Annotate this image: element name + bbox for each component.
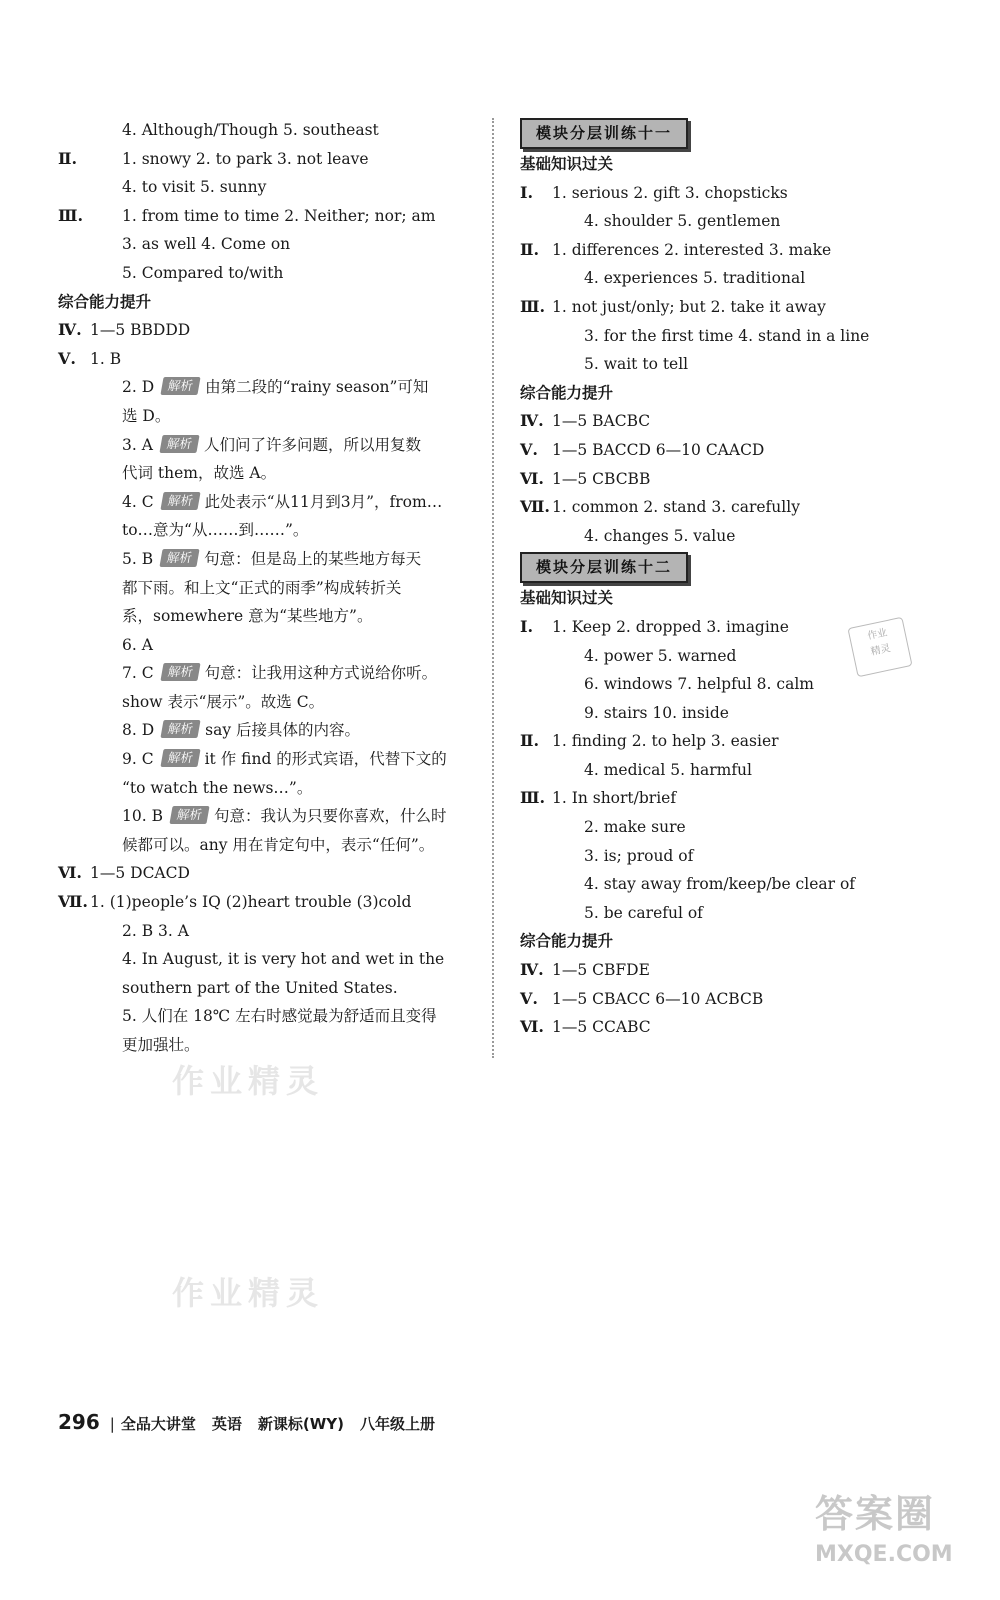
page-footer (58, 1408, 435, 1436)
answer-line (58, 716, 478, 745)
answer-line (520, 985, 950, 1014)
answer-text: 3. A 解析 人们问了许多问题，所以用复数 (122, 435, 421, 454)
answer-text: 2. make sure (584, 818, 686, 837)
analysis-tag: 解析 (159, 435, 199, 453)
answer-line (520, 842, 950, 871)
answer-line (520, 813, 950, 842)
answer-text: 更加强壮。 (122, 1036, 200, 1054)
answer-text: 5. 人们在 18℃ 左右时感觉最为舒适而且变得 (122, 1007, 437, 1026)
analysis-tag: 解析 (160, 749, 200, 767)
section-banner-12 (520, 550, 950, 584)
answer-text: 8. D 解析 say 后接具体的内容。 (122, 721, 361, 740)
footer-brand: 全品大讲堂 (120, 1415, 196, 1433)
answer-line (520, 670, 950, 699)
answer-line (58, 488, 478, 517)
answer-line (58, 974, 478, 1003)
answer-text: 10. B 解析 句意：我认为只要你喜欢，什么时 (122, 807, 447, 826)
answer-text: 1—5 CBACC 6—10 ACBCB (552, 989, 764, 1008)
answer-text: 9. C 解析 it 作 find 的形式宾语，代替下文的 (122, 750, 447, 769)
column-divider (492, 118, 494, 1058)
answer-line (520, 322, 950, 351)
section-banner-12-title: 模块分层训练十二 (520, 552, 688, 583)
answer-line (58, 545, 478, 574)
roman-numeral: Ⅲ. (520, 296, 546, 316)
answer-text: 1. (1)people’s IQ (2)heart trouble (3)cold (90, 893, 412, 912)
answer-line (58, 917, 478, 946)
answer-text: 6. A (122, 635, 153, 654)
roman-numeral: Ⅳ. (58, 320, 82, 340)
roman-numeral: Ⅶ. (520, 497, 550, 517)
answer-line (58, 945, 478, 974)
answer-line (58, 230, 478, 259)
section-heading: 综合能力提升 (58, 292, 152, 311)
roman-numeral: Ⅳ. (520, 960, 544, 980)
answer-text: 7. C 解析 句意：让我用这种方式说给你听。 (122, 664, 438, 683)
roman-numeral: Ⅱ. (520, 731, 540, 751)
answer-text: 1. serious 2. gift 3. chopsticks (552, 183, 788, 202)
answer-text: 9. stairs 10. inside (584, 703, 729, 722)
section-heading: 综合能力提升 (520, 932, 614, 951)
roman-numeral: Ⅴ. (520, 988, 538, 1008)
section-11-answers (520, 150, 950, 550)
analysis-text: 此处表示“从11月到3月”，from… (204, 492, 443, 511)
answer-text: 2. D 解析 由第二段的“rainy season”可知 (122, 378, 429, 397)
answer-line (58, 145, 478, 174)
analysis-text: 由第二段的“rainy season”可知 (205, 378, 429, 397)
answer-line (520, 870, 950, 899)
answer-line (520, 956, 950, 985)
answer-text: 4. stay away from/keep/be clear of (584, 875, 856, 894)
answer-line (520, 236, 950, 265)
roman-numeral: Ⅱ. (520, 239, 540, 259)
roman-numeral: Ⅳ. (520, 411, 544, 431)
analysis-tag: 解析 (169, 806, 209, 824)
section-heading: 基础知识过关 (520, 589, 614, 608)
corner-logo-text: 答案圈 (815, 1492, 936, 1536)
answer-text: 1. finding 2. to help 3. easier (552, 732, 779, 751)
answer-line (58, 373, 478, 402)
answer-text: 4. C 解析 此处表示“从11月到3月”，from… (122, 492, 443, 511)
answer-text: 5. Compared to/with (122, 263, 284, 282)
answer-text: 3. as well 4. Come on (122, 235, 291, 254)
answer-text: 候都可以。any 用在肯定句中，表示“任何”。 (122, 835, 435, 854)
answer-line (58, 202, 478, 231)
answer-line (58, 745, 478, 774)
section-banner-11-title: 模块分层训练十一 (520, 118, 688, 149)
section-heading: 基础知识过关 (520, 155, 614, 173)
answer-line (58, 316, 478, 345)
answer-text: 3. for the first time 4. stand in a line (584, 326, 870, 345)
analysis-text: say 后接具体的内容。 (205, 721, 361, 740)
roman-numeral: Ⅲ. (58, 205, 84, 225)
answer-text: 5. wait to tell (584, 355, 689, 374)
answer-text: 1—5 CBCBB (552, 469, 651, 488)
answer-line (520, 899, 950, 928)
answer-text: 1—5 CCABC (552, 1018, 651, 1037)
analysis-tag: 解析 (160, 663, 200, 681)
answer-text: 1. In short/brief (552, 789, 677, 808)
answer-text: 4. shoulder 5. gentlemen (584, 212, 781, 231)
answer-text: 4. In August, it is very hot and wet in the (122, 950, 445, 969)
answer-line (520, 465, 950, 494)
analysis-tag: 解析 (161, 720, 201, 738)
answer-line (58, 1002, 478, 1031)
answer-line (520, 293, 950, 322)
answer-line (58, 431, 478, 460)
answer-line (58, 774, 478, 803)
footer-edition: 新课标(WY) (257, 1415, 344, 1433)
roman-numeral: Ⅴ. (58, 348, 76, 368)
answer-text: 1—5 BACCD 6—10 CAACD (552, 440, 765, 459)
stamp-logo: 作业 精灵 (847, 617, 912, 678)
answer-line (58, 888, 478, 917)
answer-line (58, 116, 478, 145)
analysis-text: 句意：但是岛上的某些地方每天 (204, 549, 422, 568)
footer-subject: 英语 (211, 1415, 242, 1433)
answer-text: to…意为“从……到……”。 (122, 521, 309, 540)
answer-text: 1—5 CBFDE (552, 961, 650, 980)
page-number: 296 (58, 1410, 100, 1434)
answer-text: 选 D。 (122, 406, 171, 425)
answer-text: 5. B 解析 句意：但是岛上的某些地方每天 (122, 549, 422, 568)
answer-line (58, 516, 478, 545)
answer-text: “to watch the news…”。 (122, 778, 313, 797)
answer-line (58, 688, 478, 717)
answer-text: show 表示“展示”。故选 C。 (122, 692, 325, 711)
answer-text: 1. differences 2. interested 3. make (552, 240, 832, 259)
answer-line (520, 522, 950, 551)
answer-text: 4. power 5. warned (584, 646, 737, 665)
answer-text: 4. changes 5. value (584, 526, 736, 545)
analysis-text: 句意：我认为只要你喜欢，什么时 (213, 807, 447, 826)
answer-text: 3. is; proud of (584, 846, 694, 865)
answer-text: 1—5 BBDDD (90, 321, 191, 340)
answer-line (520, 207, 950, 236)
roman-numeral: Ⅶ. (58, 892, 88, 912)
answer-line (58, 402, 478, 431)
answer-text: southern part of the United States. (122, 978, 398, 997)
left-column (58, 116, 478, 1060)
answer-line (58, 802, 478, 831)
answer-line (520, 727, 950, 756)
answer-line (520, 1013, 950, 1042)
answer-text: 代词 them，故选 A。 (122, 464, 277, 483)
answer-line (520, 699, 950, 728)
answer-line (58, 659, 478, 688)
answer-line (520, 784, 950, 813)
answer-line (58, 831, 478, 860)
answer-text: 1. common 2. stand 3. carefully (552, 498, 800, 517)
section-heading: 综合能力提升 (520, 383, 614, 402)
answer-line (58, 459, 478, 488)
answer-text: 4. Although/Though 5. southeast (122, 121, 379, 139)
answer-line (58, 173, 478, 202)
answer-text: 5. be careful of (584, 903, 703, 922)
roman-numeral: Ⅴ. (520, 439, 538, 459)
answer-text: 4. medical 5. harmful (584, 760, 752, 779)
roman-numeral: Ⅰ. (520, 182, 534, 202)
analysis-text: 人们问了许多问题，所以用复数 (203, 435, 421, 454)
answer-line (58, 859, 478, 888)
answer-text: 1—5 DCACD (90, 864, 190, 883)
section-banner-11 (520, 116, 950, 150)
roman-numeral: Ⅰ. (520, 616, 534, 636)
analysis-text: it 作 find 的形式宾语，代替下文的 (204, 750, 447, 769)
right-column (520, 116, 950, 1042)
answer-text: 1. B (90, 349, 122, 368)
corner-logo (815, 1488, 975, 1590)
analysis-tag: 解析 (161, 377, 201, 395)
answer-text: 1—5 BACBC (552, 412, 651, 431)
roman-numeral: Ⅲ. (520, 788, 546, 808)
answer-line (58, 631, 478, 660)
roman-numeral: Ⅵ. (520, 468, 544, 488)
analysis-tag: 解析 (160, 549, 200, 567)
answer-line (520, 756, 950, 785)
answer-line (520, 436, 950, 465)
answer-text: 4. to visit 5. sunny (122, 178, 267, 197)
footer-grade: 八年级上册 (359, 1415, 435, 1433)
answer-text: 6. windows 7. helpful 8. calm (584, 675, 814, 694)
roman-numeral: Ⅵ. (58, 863, 82, 883)
answer-line (58, 259, 478, 288)
footer-separator: | (109, 1415, 115, 1433)
answer-text: 1. not just/only; but 2. take it away (552, 297, 826, 316)
corner-logo-url: MXQE.COM (815, 1542, 953, 1567)
answer-line (58, 574, 478, 603)
answer-text: 4. experiences 5. traditional (584, 269, 806, 288)
answer-line (520, 179, 950, 208)
analysis-tag: 解析 (160, 492, 200, 510)
answer-line (520, 350, 950, 379)
answer-line (520, 493, 950, 522)
answer-text: 1. from time to time 2. Neither; nor; am (122, 206, 436, 225)
analysis-text: 句意：让我用这种方式说给你听。 (204, 664, 438, 683)
answer-text: 都下雨。和上文“正式的雨季”构成转折关 (122, 578, 402, 597)
answer-text: 2. B 3. A (122, 921, 189, 940)
watermark: 作业精灵 (172, 1062, 325, 1100)
answer-line (520, 407, 950, 436)
answer-line (520, 264, 950, 293)
roman-numeral: Ⅱ. (58, 148, 78, 168)
answer-text: 1. Keep 2. dropped 3. imagine (552, 617, 789, 636)
watermark: 作业精灵 (172, 1274, 325, 1312)
answer-text: 系，somewhere 意为“某些地方”。 (122, 607, 373, 626)
answer-line (58, 602, 478, 631)
answer-line (58, 345, 478, 374)
roman-numeral: Ⅵ. (520, 1017, 544, 1037)
answer-text: 1. snowy 2. to park 3. not leave (122, 149, 369, 168)
